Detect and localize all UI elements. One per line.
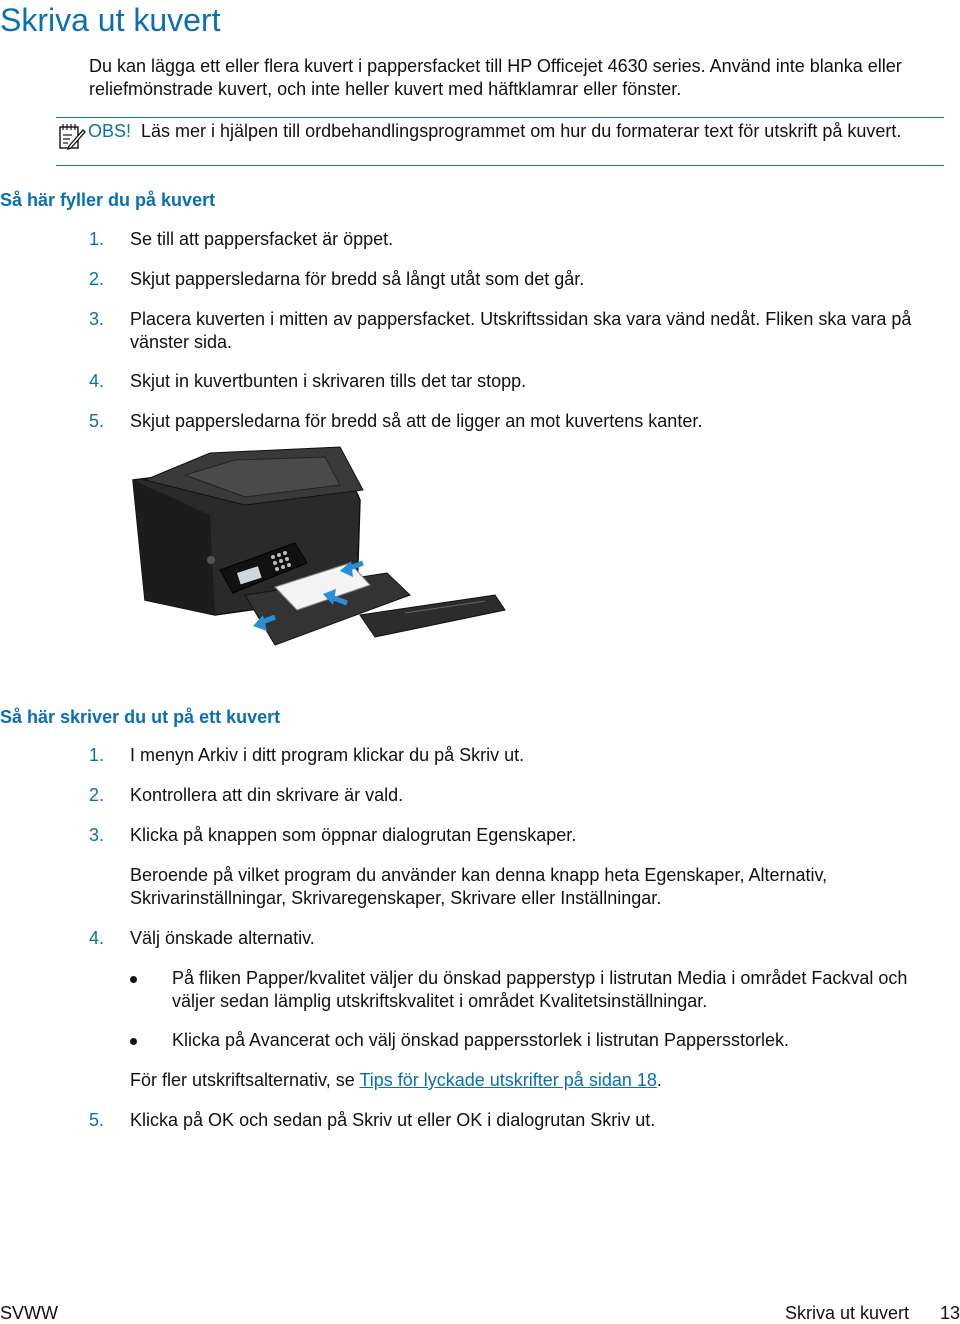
ui-term: Skrivarinställningar [130, 888, 282, 908]
step-number: 5. [89, 1110, 105, 1130]
step-text: Placera kuverten i mitten av pappersfacket. Utskriftssidan ska vara vänd nedåt. Fliken ska vara på vänster sida. [130, 309, 912, 352]
step-number: 3. [89, 825, 105, 845]
step-text: Välj önskade alternativ. [130, 928, 315, 948]
step-text: Skjut pappersledarna för bredd så långt utåt som det går. [130, 269, 585, 289]
ui-term: Skriv ut [352, 1110, 413, 1130]
page-number: 13 [940, 1303, 960, 1323]
ui-term: OK [456, 1110, 483, 1130]
section-heading-load-envelopes: Så här fyller du på kuvert [0, 190, 216, 210]
ui-term: Pappersstorlek [663, 1030, 784, 1050]
step-text: I menyn Arkiv i ditt program klickar du på Skriv ut. [130, 745, 525, 765]
ui-term: Arkiv [198, 745, 239, 765]
step-text: Klicka på OK och sedan på Skriv ut eller OK i dialogrutan Skriv ut. [130, 1110, 656, 1130]
bullet-text: Klicka på Avancerat och välj önskad pappersstorlek i listrutan Pappersstorlek. [172, 1030, 790, 1050]
bullet-icon [130, 1038, 137, 1045]
ui-term: Egenskaper [644, 865, 740, 885]
ui-term: Alternativ [748, 865, 823, 885]
ui-term: OK [208, 1110, 235, 1130]
footer-left: SVWW [0, 1303, 58, 1323]
ui-term: Skriv ut [590, 1110, 651, 1130]
ui-term: Avancerat [249, 1030, 330, 1050]
step-text: Skjut pappersledarna för bredd så att de ligger an mot kuvertens kanter. [130, 411, 703, 431]
intro-paragraph: Du kan lägga ett eller flera kuvert i pappersfacket till HP Officejet 4630 series. Använd inte blanka eller reliefmönstrade kuvert, och inte heller kuvert med häftklamrar eller fönster. [89, 56, 902, 99]
note-pencil-icon [58, 122, 86, 150]
step-number: 4. [89, 371, 105, 391]
ui-term: Skrivaregenskaper [291, 888, 441, 908]
step-number: 1. [89, 745, 105, 765]
page-title: Skriva ut kuvert [0, 2, 221, 38]
step-text: Se till att pappersfacket är öppet. [130, 229, 394, 249]
ui-term: Skriv ut [459, 745, 520, 765]
note-text [88, 120, 938, 142]
more-options-paragraph: För fler utskriftsalternativ, se Tips för lyckade utskrifter på sidan 18. [130, 1070, 662, 1090]
printer-illustration [125, 445, 575, 685]
bullet-text: På fliken Papper/kvalitet väljer du önskad papperstyp i listrutan Media i området Fackval och väljer sedan lämplig utskriftskvalitet i området Kvalitetsinställningar. [172, 968, 908, 1011]
step-text: Kontrollera att din skrivare är vald. [130, 785, 404, 805]
footer-title: Skriva ut kuvert [785, 1303, 910, 1323]
bullet-icon [130, 976, 137, 983]
step-text: Skjut in kuvertbunten i skrivaren tills det tar stopp. [130, 371, 527, 391]
step-number: 2. [89, 269, 105, 289]
section-heading-print-envelope: Så här skriver du ut på ett kuvert [0, 707, 281, 727]
step-number: 2. [89, 785, 105, 805]
step-number: 5. [89, 411, 105, 431]
note-body: Läs mer i hjälpen till ordbehandlingsprogrammet om hur du formaterar text för utskrift på kuvert. [141, 121, 902, 141]
note-label: OBS! [88, 121, 132, 141]
step-number: 3. [89, 309, 105, 329]
step-number: 4. [89, 928, 105, 948]
ui-term: Media [677, 968, 727, 988]
tips-link[interactable]: Tips för lyckade utskrifter på sidan 18 [359, 1070, 657, 1090]
ui-term: Egenskaper [476, 825, 572, 845]
ui-term: Inställningar [560, 888, 657, 908]
ui-term: Papper/kvalitet [246, 968, 366, 988]
step-number: 1. [89, 229, 105, 249]
step-3-detail: Beroende på vilket program du använder kan denna knapp heta Egenskaper, Alternativ, Skrivarinställningar, Skrivaregenskaper, Skrivare eller Inställningar. [130, 865, 828, 908]
note-box [56, 117, 944, 166]
ui-term: Kvalitetsinställningar [539, 991, 703, 1011]
ui-term: Fackval [811, 968, 874, 988]
ui-term: Skrivare [450, 888, 517, 908]
step-text: Klicka på knappen som öppnar dialogrutan Egenskaper. [130, 825, 577, 845]
